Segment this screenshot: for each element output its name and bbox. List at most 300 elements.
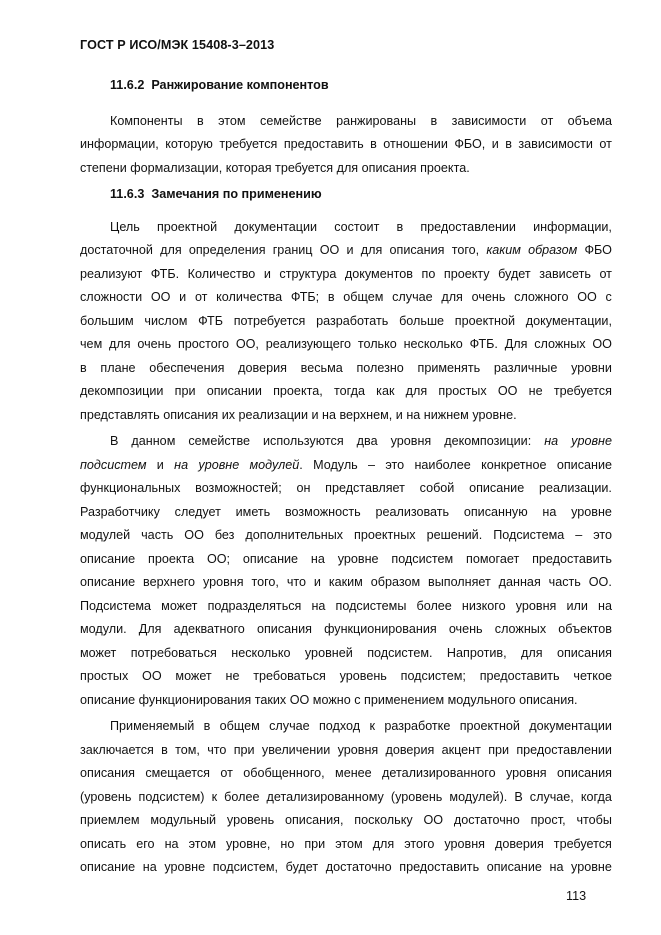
- word: состоит: [334, 219, 380, 234]
- word: предоставлении: [420, 219, 516, 234]
- word: предоставить: [399, 860, 480, 874]
- word: потребоваться: [130, 645, 217, 660]
- page-content: [80, 74, 612, 880]
- word: уровней: [304, 645, 353, 660]
- word: требуется: [553, 836, 612, 851]
- word: для: [441, 290, 463, 304]
- text-line: [80, 477, 612, 501]
- word: описании: [206, 384, 262, 398]
- word: функционирования: [324, 622, 437, 636]
- word: описания,: [284, 813, 344, 827]
- word: том,: [175, 742, 200, 757]
- word: для: [521, 645, 543, 660]
- word: которую: [165, 137, 213, 151]
- word: простых: [438, 384, 487, 398]
- word: подсистем): [138, 789, 205, 804]
- word: Компоненты: [110, 113, 183, 128]
- word: описания: [389, 243, 445, 257]
- word: возможностей;: [195, 481, 282, 495]
- word: числом: [144, 313, 188, 328]
- word: ОО: [150, 290, 171, 304]
- word: смещается: [145, 766, 210, 780]
- word: к: [211, 789, 218, 804]
- text-line: [80, 239, 612, 263]
- word: уровне: [571, 504, 612, 519]
- word: не: [225, 669, 240, 683]
- word: уровне: [337, 551, 379, 566]
- word: два: [356, 434, 378, 448]
- word: к: [369, 719, 375, 733]
- word: проектной: [454, 313, 516, 328]
- word: для: [109, 337, 131, 351]
- word: для: [360, 243, 383, 257]
- word: отношении: [383, 137, 448, 151]
- word: в: [396, 219, 404, 234]
- word: уровня: [515, 598, 557, 613]
- word: описание: [242, 551, 299, 566]
- word: предоставить: [532, 551, 612, 566]
- section-heading-11-6-2: [110, 74, 612, 98]
- word: часть: [548, 575, 581, 589]
- text-line: [80, 595, 612, 619]
- word: чем: [80, 337, 103, 351]
- word: заключается: [80, 742, 154, 757]
- word: очень: [448, 622, 483, 636]
- word: сложных: [534, 337, 586, 351]
- text-line: [80, 762, 612, 786]
- word: в: [327, 290, 335, 304]
- word: потребуется: [233, 313, 306, 328]
- word: от: [194, 290, 208, 304]
- word: верхнего: [143, 575, 196, 589]
- word: подсистем.: [367, 645, 433, 660]
- text-line: [80, 430, 612, 454]
- word: и: [313, 575, 321, 589]
- word: ОО: [577, 290, 597, 304]
- word: этого: [404, 836, 435, 851]
- word: в: [161, 742, 168, 757]
- word: с: [605, 290, 612, 304]
- word: менее: [335, 766, 372, 780]
- word: помогает: [466, 551, 520, 566]
- word: и: [179, 290, 187, 304]
- word: определения: [188, 243, 266, 257]
- word: реализовать: [375, 504, 450, 519]
- word: может: [80, 645, 117, 660]
- text-line: [80, 665, 612, 689]
- word: модули.: [80, 622, 127, 636]
- word: Подсистема: [80, 598, 152, 613]
- document-header: ГОСТ Р ИСО/МЭК 15408-3–2013: [80, 38, 275, 52]
- word: и: [156, 457, 164, 472]
- word: в: [505, 137, 512, 151]
- word: сложных: [494, 622, 547, 636]
- word: реализации.: [538, 481, 612, 495]
- word: проекта,: [273, 384, 323, 398]
- word: в: [370, 137, 377, 151]
- word: доверия: [385, 742, 435, 757]
- word: ОО: [142, 669, 162, 683]
- word: это: [385, 457, 405, 472]
- text-line: [80, 110, 612, 134]
- word: Для: [138, 622, 162, 636]
- word: подсистемы: [335, 598, 407, 613]
- word: когда: [580, 789, 612, 804]
- word: проектной: [459, 719, 520, 733]
- word: декомпозиции: [80, 384, 164, 398]
- word: может: [175, 669, 212, 683]
- word: будет: [285, 860, 319, 874]
- word: достаточно: [325, 860, 392, 874]
- word: только: [357, 337, 397, 351]
- text-line: степени формализации, которая требуется для описания проекта.: [80, 160, 470, 175]
- word: (уровень: [390, 789, 443, 804]
- word: детализированному: [266, 789, 384, 804]
- word: подсистем,: [212, 860, 279, 874]
- word: от: [599, 137, 612, 151]
- word: от: [599, 266, 612, 281]
- word: акцент: [441, 742, 481, 757]
- text-line: [80, 642, 612, 666]
- word: обобщенного,: [243, 766, 325, 780]
- word: ОО;: [206, 551, 231, 566]
- text-line: [80, 133, 612, 157]
- section-number: 11.6.3: [110, 187, 145, 201]
- word: модулей).: [449, 789, 508, 804]
- word: или: [566, 598, 588, 613]
- word: используются: [263, 434, 344, 448]
- word: будет: [498, 266, 531, 281]
- paragraph-decomposition-levels: [80, 430, 612, 712]
- word: предоставить: [479, 669, 560, 683]
- word: уровня: [390, 434, 432, 448]
- word: ФБО,: [454, 137, 486, 151]
- word: уровень: [226, 813, 275, 827]
- word: общем: [219, 719, 260, 733]
- word: Цель: [110, 219, 140, 234]
- text-line: [80, 380, 612, 404]
- word: дополнительных: [245, 528, 344, 542]
- word: предоставить: [283, 137, 364, 151]
- word: проектных: [354, 528, 416, 542]
- word: описание: [486, 860, 542, 874]
- word: различные: [493, 360, 558, 375]
- word: при: [488, 742, 510, 757]
- word: В: [514, 789, 523, 804]
- text-line: [80, 357, 612, 381]
- section-title: Замечания по применению: [151, 187, 322, 201]
- word: описанную: [463, 504, 528, 519]
- word: описания: [556, 645, 612, 660]
- word: детализированного: [382, 766, 496, 780]
- word: в: [197, 113, 204, 128]
- word: на: [544, 434, 559, 448]
- word: что: [207, 742, 227, 757]
- word: для: [160, 243, 182, 257]
- word: требуется: [219, 137, 278, 151]
- text-line: [80, 454, 612, 478]
- word: ОО: [184, 528, 204, 542]
- word: несколько: [403, 337, 463, 351]
- word: часть: [141, 528, 174, 542]
- word: семействе: [188, 434, 250, 448]
- word: ФТБ: [198, 313, 223, 328]
- word: более: [416, 598, 452, 613]
- word: описать: [80, 836, 127, 851]
- word: на: [542, 504, 557, 519]
- word: данная: [498, 575, 541, 589]
- word: при: [233, 742, 255, 757]
- word: и: [263, 266, 271, 281]
- word: документов: [344, 266, 413, 281]
- word: простого: [177, 337, 230, 351]
- word: обеспечения: [149, 360, 225, 375]
- word: в: [80, 360, 87, 375]
- word: –: [368, 457, 376, 472]
- word: ОО: [423, 813, 444, 827]
- word: на: [597, 598, 612, 613]
- word: на: [311, 598, 326, 613]
- word: очень: [471, 290, 506, 304]
- word: описание: [80, 551, 136, 566]
- word: описания: [80, 766, 135, 780]
- word: уровне: [164, 860, 206, 874]
- paragraph-ranking: [80, 110, 612, 181]
- word: функциональных: [80, 481, 181, 495]
- word: собой: [419, 481, 455, 495]
- word: требоваться: [253, 669, 326, 683]
- word: описания: [557, 766, 612, 780]
- word: доверия: [238, 360, 287, 375]
- word: Количество: [187, 266, 256, 281]
- word: наиболее: [414, 457, 471, 472]
- word: в: [203, 719, 211, 733]
- word: при: [304, 836, 326, 851]
- word: доверия: [495, 836, 544, 851]
- word: выполняет: [428, 575, 491, 589]
- word: разработать: [316, 313, 389, 328]
- word: документации: [234, 219, 318, 234]
- word: уровне: [571, 860, 612, 874]
- word: на: [549, 860, 564, 874]
- word: и: [491, 137, 499, 151]
- word: уровне: [571, 434, 612, 448]
- word: границ: [272, 243, 313, 257]
- word: зависимости: [451, 113, 527, 128]
- word: количества: [216, 290, 283, 304]
- word: не: [528, 384, 543, 398]
- word: ФБО: [584, 243, 612, 257]
- word: модулей: [80, 528, 131, 542]
- word: данном: [131, 434, 176, 448]
- word: Модуль: [313, 457, 358, 472]
- word: уровня: [444, 836, 485, 851]
- text-line: [80, 715, 612, 739]
- word: ОО: [497, 384, 518, 398]
- text-line: [80, 856, 612, 880]
- word: уровня: [505, 766, 547, 780]
- word: поскольку: [354, 813, 413, 827]
- text-line: [80, 501, 612, 525]
- word: низкого: [461, 598, 506, 613]
- word: образом: [370, 575, 421, 589]
- word: иметь: [235, 504, 271, 519]
- word: в: [430, 113, 438, 128]
- word: без: [214, 528, 235, 542]
- word: сложного: [514, 290, 569, 304]
- word: описание: [80, 860, 136, 874]
- text-line: [80, 216, 612, 240]
- word: прост,: [530, 813, 566, 827]
- section-title: Ранжирование компонентов: [151, 78, 329, 92]
- word: что: [286, 575, 307, 589]
- text-line: представлять описания их реализации и на верхнем, и на нижнем уровне.: [80, 407, 517, 422]
- word: случае,: [529, 789, 574, 804]
- word: Подсистема: [493, 528, 565, 542]
- text-line: [80, 286, 612, 310]
- word: разработке: [384, 719, 451, 733]
- word: на: [310, 551, 325, 566]
- word: Напротив,: [446, 645, 507, 660]
- word: этом: [218, 113, 246, 128]
- word: уровня: [202, 575, 244, 589]
- word: –: [575, 528, 583, 542]
- word: подход: [318, 719, 361, 733]
- text-line: [80, 524, 612, 548]
- word: документации,: [525, 313, 612, 328]
- word: того,: [251, 575, 279, 589]
- word: полезно: [356, 360, 404, 375]
- word: случае: [392, 290, 433, 304]
- section-heading-11-6-3: [110, 183, 612, 207]
- word: возможность: [284, 504, 361, 519]
- word: больше: [399, 313, 445, 328]
- word: проектной: [156, 219, 218, 234]
- word: реализуют: [80, 266, 143, 281]
- section-number: 11.6.2: [110, 78, 145, 92]
- word: Для: [504, 337, 528, 351]
- word: при: [174, 384, 196, 398]
- text-line: [80, 263, 612, 287]
- word: информации,: [80, 137, 159, 151]
- word: на: [174, 457, 189, 472]
- word: уровне,: [226, 836, 271, 851]
- word: описание: [80, 575, 136, 589]
- word: его: [136, 836, 155, 851]
- word: объема: [567, 113, 612, 128]
- text-line: [80, 333, 612, 357]
- word: ОО: [592, 337, 612, 351]
- text-line: [80, 571, 612, 595]
- word: тогда: [333, 384, 365, 398]
- word: может: [161, 598, 198, 613]
- word: модульный: [150, 813, 217, 827]
- word: предоставлении: [516, 742, 612, 757]
- word: этом: [335, 836, 363, 851]
- word: уровне: [198, 457, 240, 472]
- word: сложности: [80, 290, 143, 304]
- word: описание: [556, 457, 612, 472]
- text-line: [80, 739, 612, 763]
- word: семействе: [260, 113, 322, 128]
- word: уровни: [571, 360, 612, 375]
- word: подразделяться: [207, 598, 302, 613]
- paragraph-general-approach: [80, 715, 612, 880]
- word: увеличении: [261, 742, 331, 757]
- text-line: [80, 786, 612, 810]
- word: уровень: [339, 669, 387, 683]
- word: но: [280, 836, 295, 851]
- word: (уровень: [80, 789, 132, 804]
- word: этом: [188, 836, 217, 851]
- word: подсистем: [391, 551, 454, 566]
- word: проекту: [443, 266, 490, 281]
- word: конкретное: [481, 457, 547, 472]
- word: весьма: [300, 360, 343, 375]
- word: зависимости: [518, 137, 593, 151]
- word: достаточно: [453, 813, 520, 827]
- word: приемлем: [80, 813, 140, 827]
- word: случае: [269, 719, 310, 733]
- word: ФТБ;: [290, 290, 320, 304]
- word: решений.: [426, 528, 483, 542]
- word: информации,: [533, 219, 612, 234]
- word: описания: [256, 622, 312, 636]
- word: более: [224, 789, 260, 804]
- word: реализующего: [265, 337, 352, 351]
- word: документации: [529, 719, 612, 733]
- text-line: [80, 548, 612, 572]
- word: декомпозиции:: [444, 434, 532, 448]
- word: по: [421, 266, 436, 281]
- word: простых: [80, 669, 129, 683]
- word: зависеть: [539, 266, 591, 281]
- word: и: [346, 243, 354, 257]
- word: несколько: [231, 645, 291, 660]
- word: образом: [528, 243, 578, 257]
- word: описание: [469, 481, 525, 495]
- word: от: [540, 113, 554, 128]
- word: четкое: [573, 669, 612, 683]
- word: следует: [174, 504, 221, 519]
- word: очень: [137, 337, 172, 351]
- word: от: [220, 766, 233, 780]
- word: подсистем;: [400, 669, 466, 683]
- text-line: [80, 618, 612, 642]
- word: как: [376, 384, 395, 398]
- word: представляет: [325, 481, 405, 495]
- word: В: [110, 434, 119, 448]
- word: Разработчику: [80, 504, 160, 519]
- page-number: 113: [566, 889, 587, 903]
- text-line: [80, 833, 612, 857]
- word: объектов: [558, 622, 612, 636]
- word: каким: [328, 575, 363, 589]
- text-line: описание функционирования таких ОО можно с применением модульного описания.: [80, 692, 578, 707]
- word: он: [296, 481, 311, 495]
- word: это: [593, 528, 612, 542]
- word: большим: [80, 313, 134, 328]
- word: Применяемый: [110, 719, 195, 733]
- word: уровня: [337, 742, 379, 757]
- text-line: [80, 809, 612, 833]
- word: достаточной: [80, 243, 153, 257]
- word: модулей.: [249, 457, 303, 472]
- word: ОО: [319, 243, 340, 257]
- word: плане: [100, 360, 136, 375]
- word: ранжированы: [336, 113, 417, 128]
- paragraph-design-purpose: [80, 216, 612, 428]
